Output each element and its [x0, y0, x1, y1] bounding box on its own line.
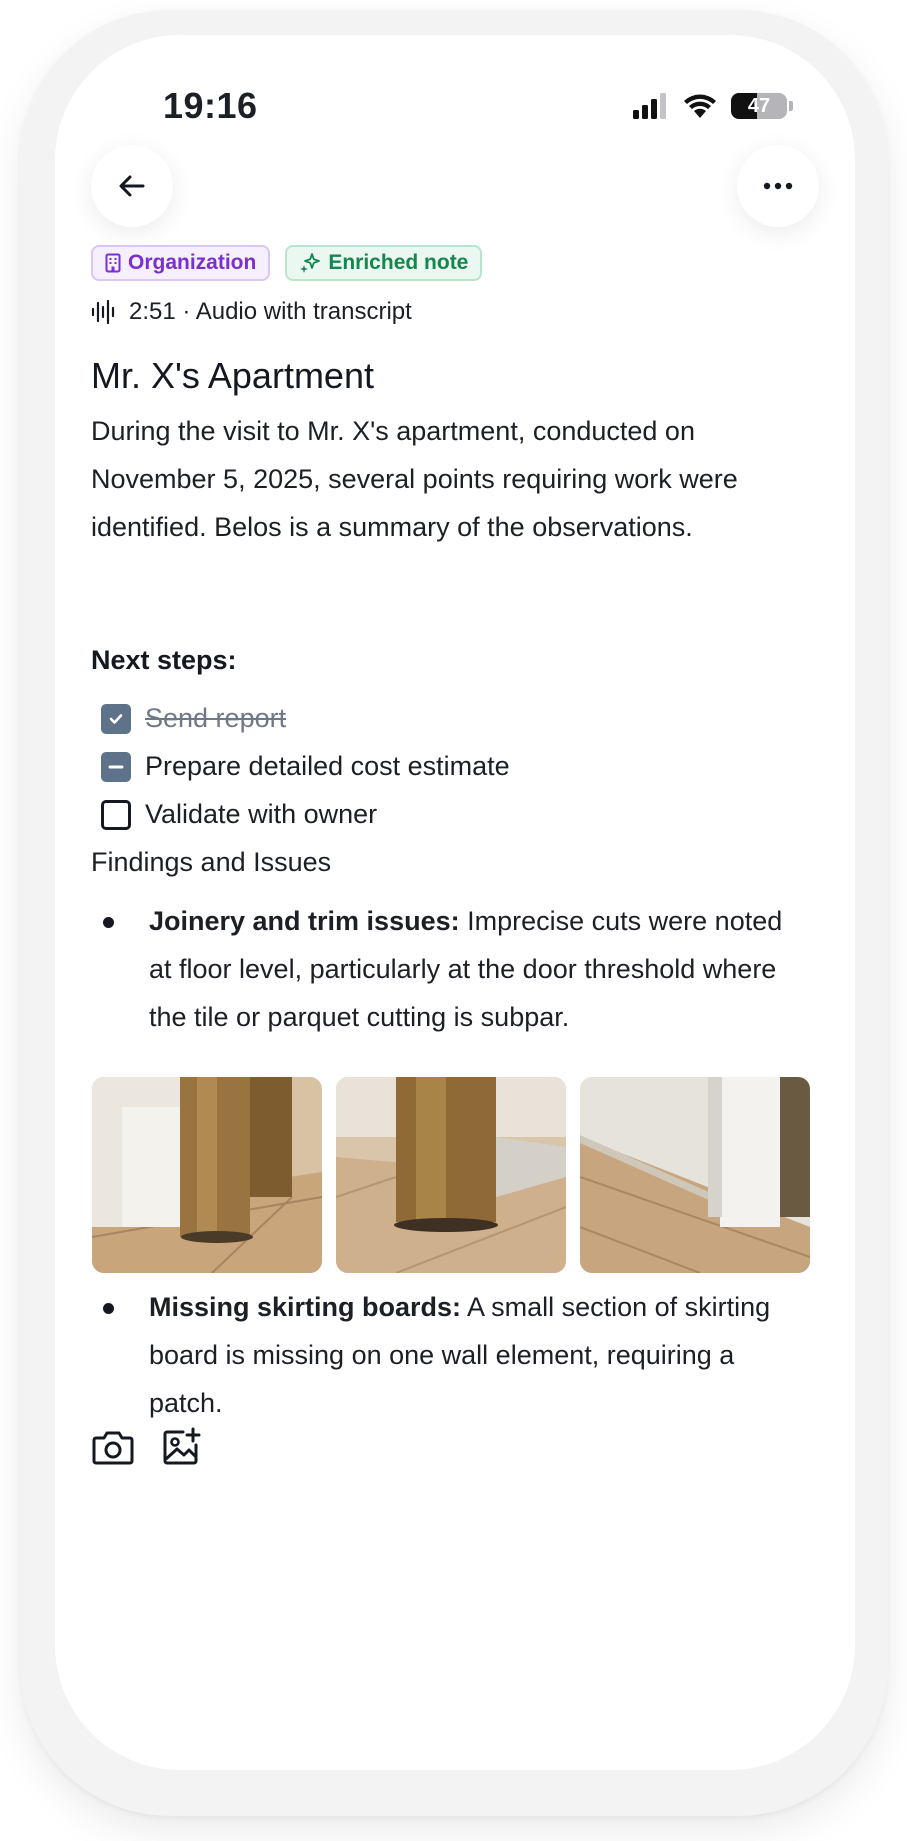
finding-text: Imprecise cuts were noted at floor level, particularly at the door threshold where the tile or parquet cutting is subpar.: [149, 906, 783, 1032]
organization-tag-label: Organization: [128, 251, 257, 274]
photo-thumbnail[interactable]: [336, 1077, 566, 1273]
battery-icon: [731, 93, 787, 119]
wifi-icon: [683, 93, 717, 119]
arrow-left-icon: [117, 171, 147, 201]
finding-heading: Joinery and trim issues:: [149, 906, 460, 936]
check-icon: [108, 712, 124, 726]
status-time: 19:16: [163, 85, 258, 126]
finding-heading: Missing skirting boards:: [149, 1292, 462, 1322]
list-item[interactable]: [103, 897, 803, 1041]
battery-tip: [789, 101, 793, 111]
photo-gallery: [92, 1077, 810, 1273]
add-image-button[interactable]: [159, 1425, 203, 1469]
todo-label: Prepare detailed cost estimate: [145, 751, 510, 781]
tag-list: [91, 245, 482, 281]
take-photo-button[interactable]: [91, 1425, 135, 1469]
todo-item[interactable]: [101, 751, 510, 782]
findings-title: Findings and Issues: [91, 847, 332, 877]
finding-text: A small section of skirting board is missing on one wall element, requiring a patch.: [149, 1292, 771, 1418]
organization-tag[interactable]: [91, 245, 270, 281]
camera-icon: [92, 1428, 134, 1466]
status-icons: [633, 93, 793, 119]
checkbox-checked[interactable]: [101, 704, 131, 734]
checkbox-unchecked[interactable]: [101, 800, 131, 830]
enriched-note-tag-label: Enriched note: [328, 251, 469, 274]
todo-item[interactable]: [101, 799, 377, 830]
bullet-dot: [103, 1303, 114, 1314]
minus-icon: [108, 764, 124, 770]
screen: [55, 35, 855, 1770]
audio-label: 2:51 · Audio with transcript: [129, 298, 412, 325]
image-plus-icon: [161, 1427, 201, 1467]
audio-waveform-icon: [91, 299, 117, 325]
more-options-button[interactable]: [737, 145, 819, 227]
enriched-note-tag[interactable]: [285, 245, 482, 281]
photo-thumbnail[interactable]: [580, 1077, 810, 1273]
next-steps-title: Next steps:: [91, 645, 237, 675]
todo-label: Send report: [145, 703, 287, 733]
todo-item[interactable]: [101, 703, 286, 734]
building-icon: [105, 253, 121, 273]
battery-level: 47: [747, 94, 771, 117]
todo-label: Validate with owner: [145, 799, 378, 829]
checkbox-partial[interactable]: [101, 752, 131, 782]
more-horizontal-icon: [763, 182, 793, 190]
note-intro[interactable]: During the visit to Mr. X's apartment, conducted on November 5, 2025, several points requiring work were identified. Belos is a summary of the observations.: [91, 416, 738, 542]
sparkles-icon: [299, 252, 321, 274]
signal-icon: [633, 93, 669, 119]
photo-thumbnail[interactable]: [92, 1077, 322, 1273]
list-item[interactable]: [103, 1283, 803, 1427]
audio-info[interactable]: [91, 298, 412, 326]
back-button[interactable]: [91, 145, 173, 227]
media-toolbar: [91, 1425, 203, 1469]
note-title[interactable]: Mr. X's Apartment: [91, 355, 374, 396]
bullet-dot: [103, 917, 114, 928]
